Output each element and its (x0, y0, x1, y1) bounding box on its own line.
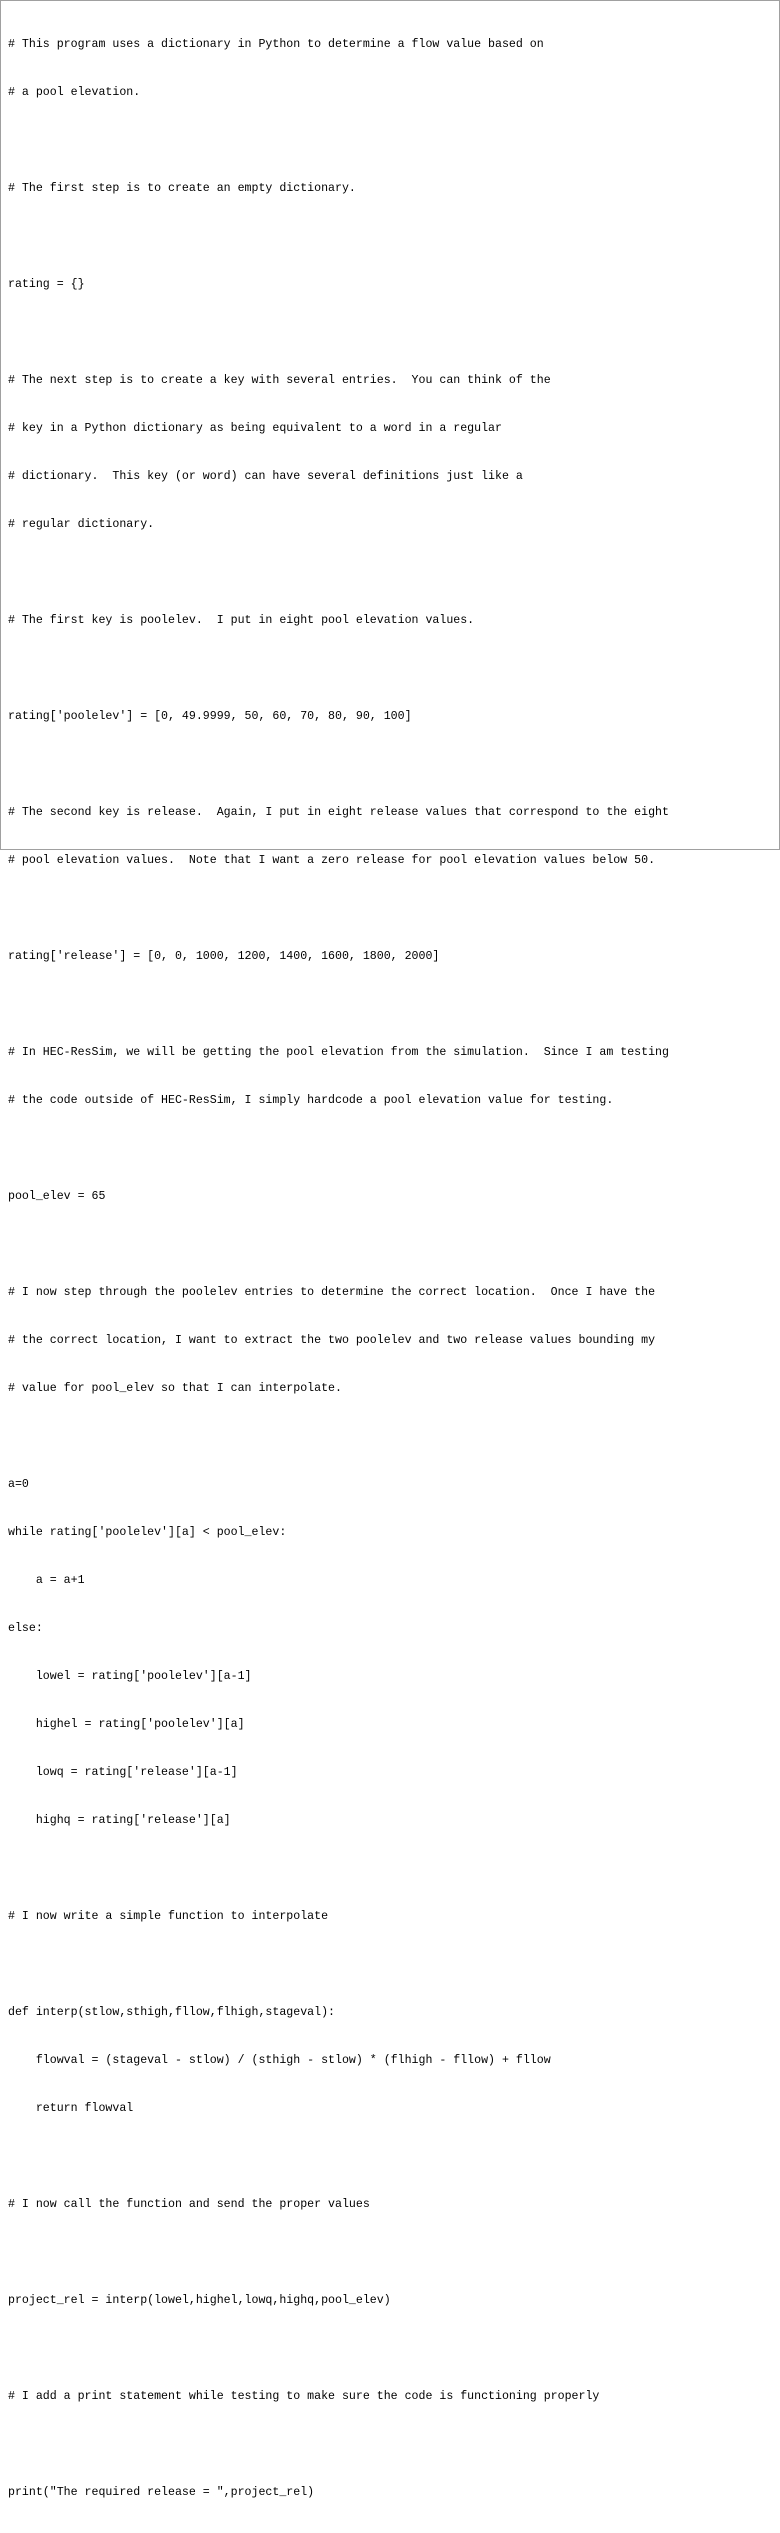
code-line: # regular dictionary. (8, 518, 155, 531)
code-line (8, 1429, 779, 1445)
code-line (8, 2437, 779, 2453)
code-line: return flowval (8, 2102, 134, 2115)
code-line: flowval = (stageval - stlow) / (sthigh - stlow) * (flhigh - fllow) + fllow (8, 2054, 551, 2067)
code-line (8, 2245, 779, 2261)
code-line (8, 997, 779, 1013)
code-line: # pool elevation values. Note that I want a zero release for pool elevation values below 50. (8, 854, 656, 867)
code-line: # The next step is to create a key with several entries. You can think of the (8, 374, 551, 387)
code-line (8, 1237, 779, 1253)
code-line: # In HEC-ResSim, we will be getting the pool elevation from the simulation. Since I am testing (8, 1046, 669, 1059)
code-line (8, 229, 779, 245)
code-line: # dictionary. This key (or word) can have several definitions just like a (8, 470, 523, 483)
code-line: project_rel = interp(lowel,highel,lowq,highq,pool_elev) (8, 2294, 391, 2307)
code-line: # The first key is poolelev. I put in eight pool elevation values. (8, 614, 475, 627)
code-line: def interp(stlow,sthigh,fllow,flhigh,stageval): (8, 2006, 335, 2019)
code-line: highel = rating['poolelev'][a] (8, 1718, 245, 1731)
code-line (8, 2341, 779, 2357)
code-line: # This program uses a dictionary in Python to determine a flow value based on (8, 38, 544, 51)
code-line: # I now write a simple function to interpolate (8, 1910, 329, 1923)
code-line: a=0 (8, 1478, 29, 1491)
code-line (8, 1141, 779, 1157)
code-line: while rating['poolelev'][a] < pool_elev: (8, 1526, 287, 1539)
code-line (8, 757, 779, 773)
code-line (8, 325, 779, 341)
code-line: pool_elev = 65 (8, 1190, 106, 1203)
code-line (8, 2149, 779, 2165)
code-line: rating['release'] = [0, 0, 1000, 1200, 1400, 1600, 1800, 2000] (8, 950, 440, 963)
code-line: # I add a print statement while testing to make sure the code is functioning properly (8, 2390, 600, 2403)
code-line: # the code outside of HEC-ResSim, I simply hardcode a pool elevation value for testing. (8, 1094, 614, 1107)
code-line: # a pool elevation. (8, 86, 141, 99)
code-line: else: (8, 1622, 43, 1635)
code-line: # The first step is to create an empty dictionary. (8, 182, 356, 195)
code-block (8, 5, 779, 2533)
code-line (8, 661, 779, 677)
code-line: highq = rating['release'][a] (8, 1814, 231, 1827)
code-line: # I now step through the poolelev entries to determine the correct location. Once I have the (8, 1286, 656, 1299)
code-line (8, 1957, 779, 1973)
code-line: # I now call the function and send the proper values (8, 2198, 370, 2211)
code-line: print("The required release = ",project_rel) (8, 2486, 315, 2499)
code-line: rating = {} (8, 278, 85, 291)
code-line: # The second key is release. Again, I put in eight release values that correspond to the eight (8, 806, 669, 819)
code-line: lowq = rating['release'][a-1] (8, 1766, 238, 1779)
code-line: # value for pool_elev so that I can interpolate. (8, 1382, 342, 1395)
code-line (8, 565, 779, 581)
code-line: lowel = rating['poolelev'][a-1] (8, 1670, 252, 1683)
code-line: rating['poolelev'] = [0, 49.9999, 50, 60, 70, 80, 90, 100] (8, 710, 412, 723)
code-line: # the correct location, I want to extract the two poolelev and two release values bounding my (8, 1334, 656, 1347)
code-line: # key in a Python dictionary as being equivalent to a word in a regular (8, 422, 502, 435)
code-line (8, 901, 779, 917)
code-line (8, 1861, 779, 1877)
code-line: a = a+1 (8, 1574, 85, 1587)
code-line (8, 133, 779, 149)
